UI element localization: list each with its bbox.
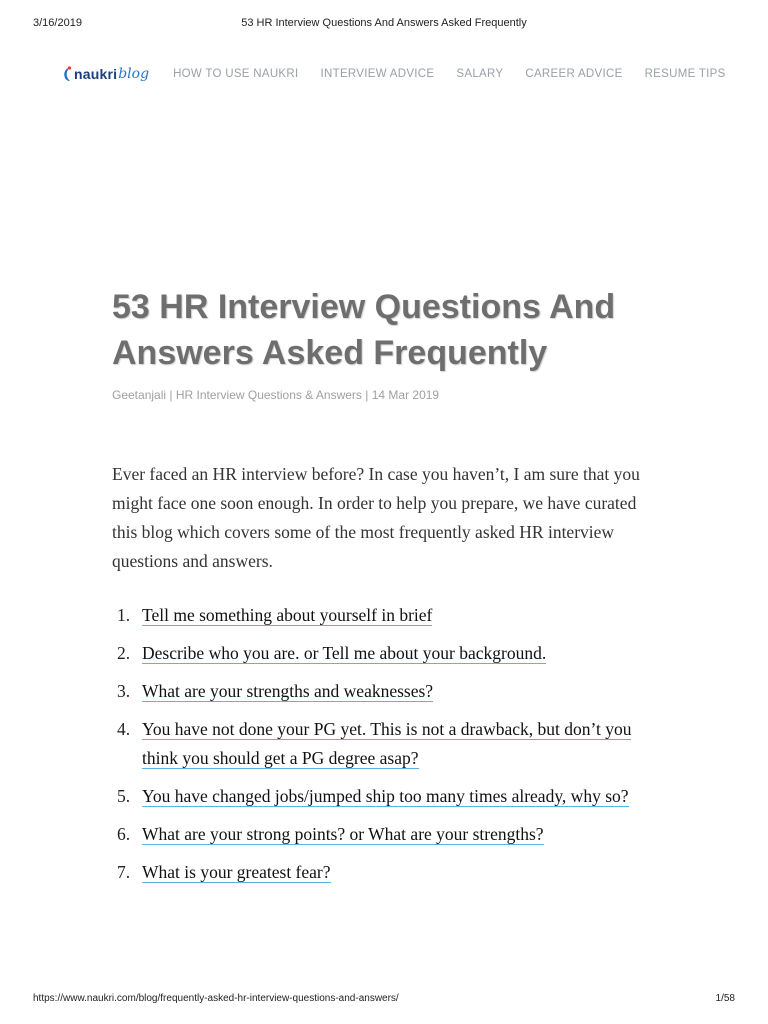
article-date: 14 Mar 2019 (371, 388, 440, 402)
main-nav (173, 68, 748, 80)
list-item (112, 677, 652, 706)
site-nav (62, 58, 748, 90)
logo-sub-text: blog (118, 66, 150, 82)
print-date: 3/16/2019 (33, 17, 82, 29)
list-number: 1. (117, 605, 131, 625)
meta-separator: | (365, 388, 372, 402)
print-page-number: 1/58 (715, 993, 735, 1004)
questions-list (112, 601, 652, 887)
question-link[interactable]: Tell me something about yourself in brief (142, 605, 433, 625)
naukri-blog-logo[interactable] (62, 58, 149, 90)
list-number: 2. (117, 643, 131, 663)
list-item (112, 858, 652, 887)
list-number: 3. (117, 681, 131, 701)
article-category[interactable]: HR Interview Questions & Answers (175, 388, 362, 402)
list-number: 4. (117, 719, 131, 739)
logo-main-text: naukri (74, 66, 118, 82)
naukri-swoosh-icon (62, 65, 72, 83)
nav-salary[interactable]: SALARY (456, 68, 504, 80)
list-number: 6. (117, 824, 131, 844)
list-item (112, 820, 652, 849)
nav-how-to-use-naukri[interactable]: HOW TO USE NAUKRI (173, 68, 299, 80)
print-header (0, 17, 768, 31)
list-item (112, 601, 652, 630)
list-item (112, 782, 652, 811)
article-intro: Ever faced an HR interview before? In case you haven’t, I am sure that you might face one soon enough. In order to help you prepare, we have curated this blog which covers some of the most frequently asked HR interview questions and answers. (112, 464, 640, 571)
list-item (112, 639, 652, 668)
article-author[interactable]: Geetanjali (112, 388, 167, 402)
question-link[interactable]: Describe who you are. or Tell me about your background. (142, 643, 547, 663)
article-title: 53 HR Interview Questions And Answers Asked Frequently (112, 288, 616, 372)
nav-resume-tips[interactable]: RESUME TIPS (644, 68, 726, 80)
nav-interview-advice[interactable]: INTERVIEW ADVICE (320, 68, 435, 80)
question-link[interactable]: You have not done your PG yet. This is not a drawback, but don’t you think you should get a PG degree asap? (142, 719, 632, 768)
meta-separator: | (169, 388, 176, 402)
print-title: 53 HR Interview Questions And Answers Asked Frequently (241, 17, 527, 29)
print-footer (0, 993, 768, 1007)
nav-career-advice[interactable]: CAREER ADVICE (525, 68, 623, 80)
print-url: https://www.naukri.com/blog/frequently-asked-hr-interview-questions-and-answers/ (33, 993, 399, 1004)
article-meta (112, 388, 652, 402)
article (112, 284, 652, 896)
question-link[interactable]: What are your strong points? or What are your strengths? (142, 824, 544, 844)
list-item (112, 715, 652, 773)
question-link[interactable]: What is your greatest fear? (142, 862, 331, 882)
list-number: 5. (117, 786, 131, 806)
question-link[interactable]: What are your strengths and weaknesses? (142, 681, 434, 701)
question-link[interactable]: You have changed jobs/jumped ship too many times already, why so? (142, 786, 629, 806)
list-number: 7. (117, 862, 131, 882)
